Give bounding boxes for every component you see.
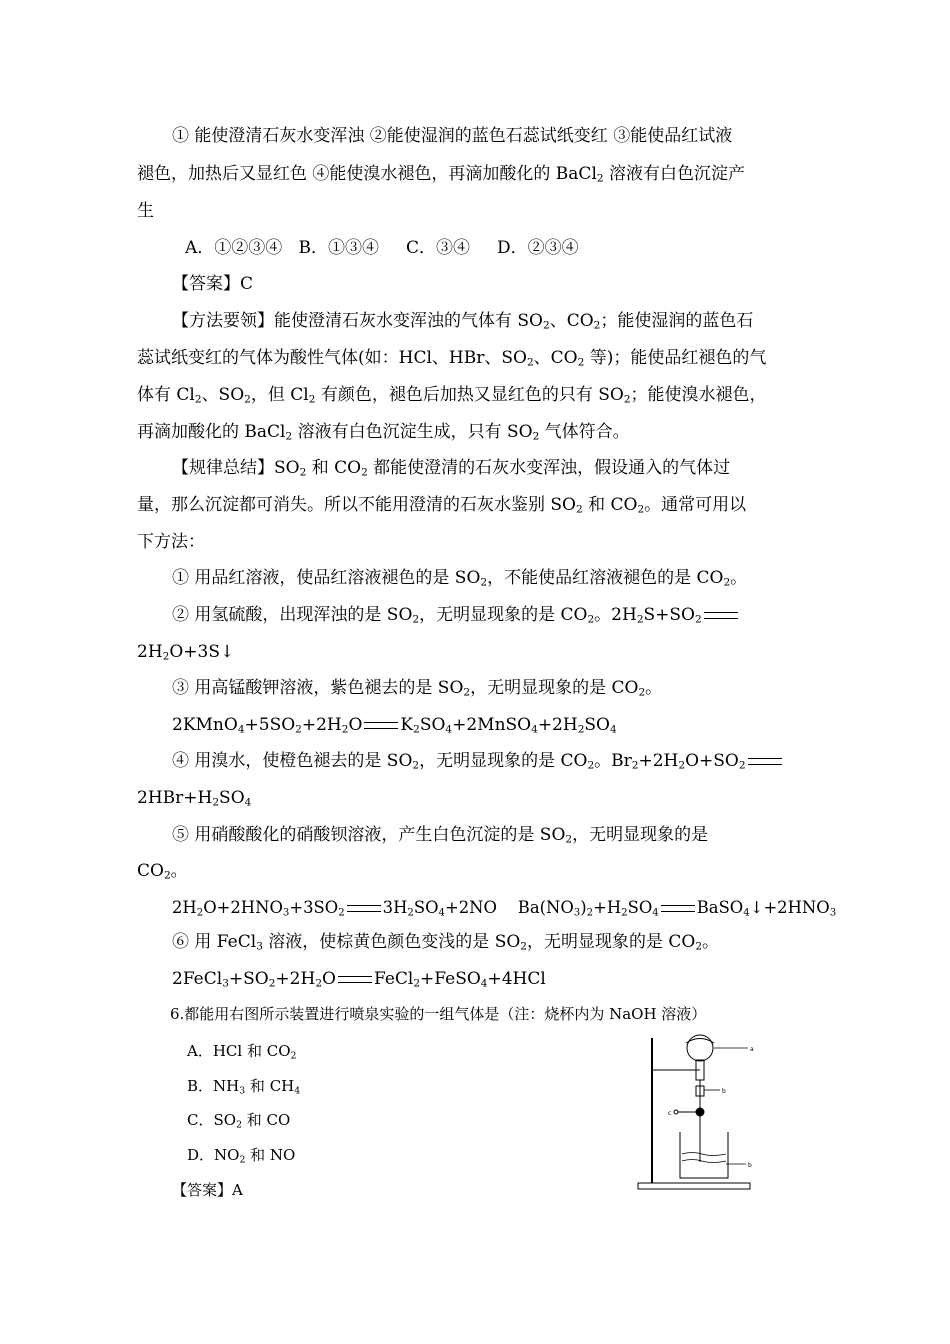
q6-stem: 6.都能用右图所示装置进行喷泉实验的一组气体是（注：烧杯内为 NaOH 溶液） [170, 1005, 707, 1023]
summary-line2: 量，那么沉淀都可消失。所以不能用澄清的石灰水鉴别 $SO_2$ 和 $CO_2$。通常可用以 [137, 495, 747, 516]
method-line2: 蕊试纸变红的气体为酸性气体(如：HCl、HBr、$SO_2$、$CO_2$ 等)；能使品红褪色的气 [137, 348, 767, 369]
q6-option-c: C．$SO_2$ 和 CO [187, 1111, 291, 1131]
method-1: ① 用品红溶液，使品红溶液褪色的是 $SO_2$，不能使品红溶液褪色的是 $CO_2$。 [172, 568, 748, 589]
q5-items-line1: ① 能使澄清石灰水变浑浊 ②能使湿润的蓝色石蕊试纸变红 ③能使品红试液 [172, 126, 733, 146]
method-4b: $2HBr+H_2SO_4$ [137, 788, 252, 809]
summary-line3: 下方法： [137, 532, 205, 552]
method-5a: ⑤ 用硝酸酸化的硝酸钡溶液，产生白色沉淀的是 $SO_2$，无明显现象的是 [172, 825, 709, 846]
method-6a: ⑥ 用 FeCl$_3$ 溶液，使棕黄色颜色变浅的是 $SO_2$，无明显现象的是 $CO_2$。 [172, 932, 720, 953]
q6-option-a: A．HCl 和 $CO_2$ [187, 1042, 297, 1062]
q5-options: A．①②③④ B．①③④ C．③④ D．②③④ [185, 238, 579, 258]
method-4a: ④ 用溴水，使橙色褪去的是 $SO_2$，无明显现象的是 $CO_2$。$Br_2+2H_2O+SO_2$ [172, 750, 784, 772]
fountain-apparatus-figure [630, 1030, 770, 1195]
method-line3: 体有 $Cl_2$、$SO_2$，但 $Cl_2$ 有颜色，褪色后加热又显红色的只有 $SO_2$；能使溴水褪色， [137, 385, 767, 406]
method-6b: $2FeCl_3+SO_2+2H_2O$ FeCl$_2$+FeSO$_4$+4HCl [172, 969, 546, 990]
method-5c: $2H_2O+2HNO_3+3SO_2$ $3H_2SO_4+2NO$ $Ba(NO_3)_2+H_2SO_4$ $BaSO_4↓+2HNO_3$ [172, 898, 837, 919]
q5-items-line2: 褪色，加热后又显红色 ④能使溴水褪色，再滴加酸化的 BaCl$_2$ 溶液有白色沉淀产 [137, 164, 745, 185]
method-2b: $2H_2O+3S↓$ [137, 642, 235, 663]
q6-option-d: D．$NO_2$ 和 NO [187, 1146, 296, 1166]
method-3a: ③ 用高锰酸钾溶液，紫色褪去的是 $SO_2$，无明显现象的是 $CO_2$。 [172, 678, 663, 699]
clip [696, 1108, 704, 1116]
label-a: a [750, 1046, 754, 1053]
method-line4: 再滴加酸化的 BaCl$_2$ 溶液有白色沉淀生成，只有 $SO_2$ 气体符合。 [137, 422, 630, 443]
method-3b: $2KMnO_4+5SO_2+2H_2O$ $K_2SO_4+2MnSO_4+2H_2SO_4$ [172, 715, 617, 736]
label-b-top: b [722, 1088, 726, 1095]
q6-answer: 【答案】A [172, 1181, 243, 1199]
method-2a: ② 用氢硫酸，出现浑浊的是 $SO_2$，无明显现象的是 $CO_2$。$2H_2S+SO_2$ [172, 604, 740, 626]
label-c: c [668, 1110, 672, 1117]
method-line1: 【方法要领】能使澄清石灰水变浑浊的气体有 $SO_2$、$CO_2$；能使湿润的蓝色石 [172, 311, 754, 332]
q5-items-line3: 生 [137, 201, 154, 221]
summary-line1: 【规律总结】$SO_2$ 和 $CO_2$ 都能使澄清的石灰水变浑浊，假设通入的气体过 [172, 458, 731, 479]
q6-option-b: B．$NH_3$ 和 $CH_4$ [187, 1077, 301, 1097]
stand-base [638, 1183, 750, 1189]
label-b-bottom: b [748, 1162, 752, 1169]
method-5b: $CO_2$。 [137, 861, 188, 882]
q5-answer: 【答案】C [172, 274, 254, 294]
